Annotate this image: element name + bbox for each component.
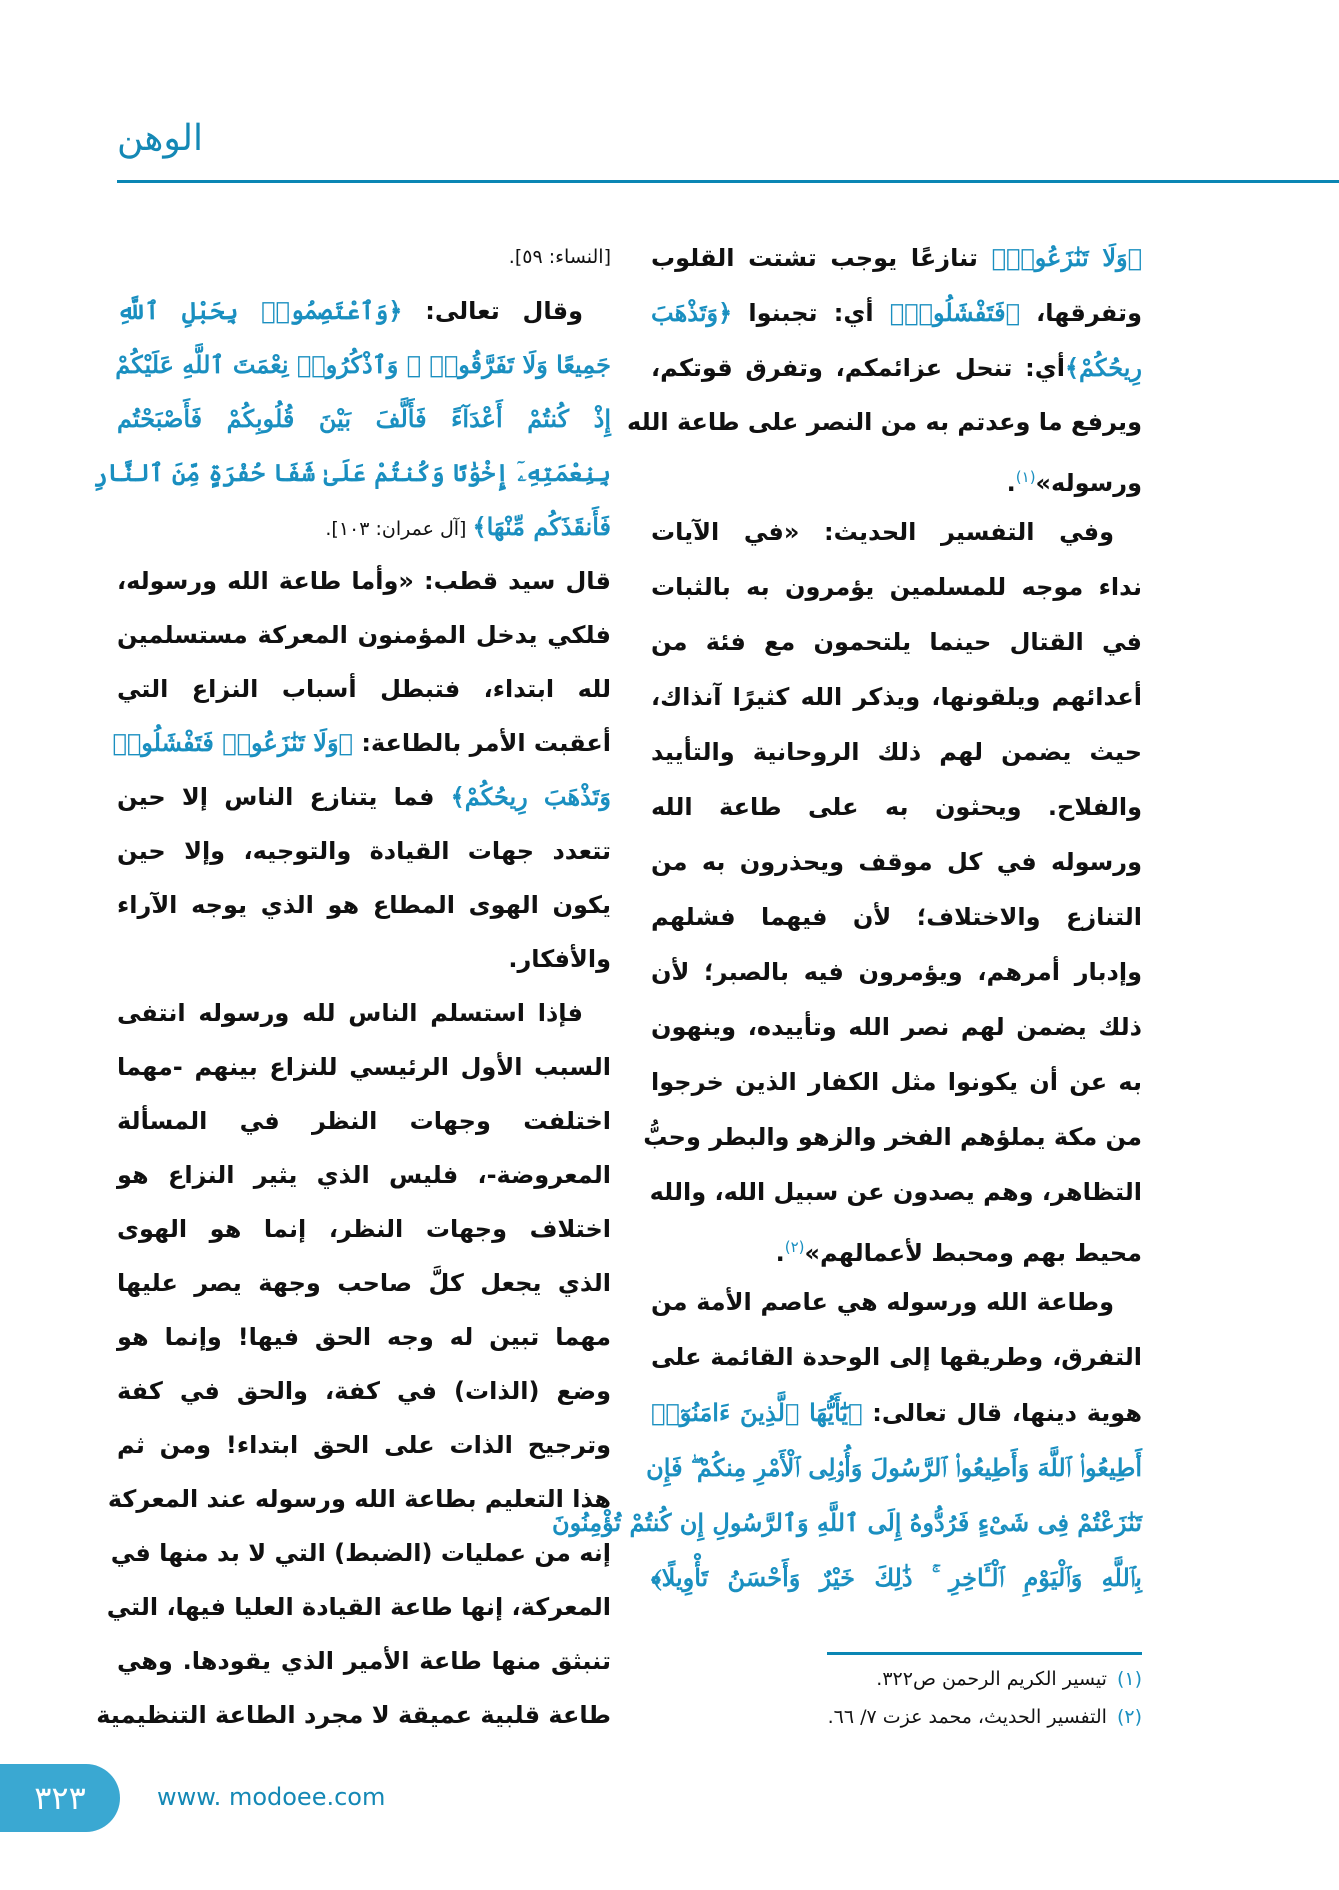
body-text: . — [775, 1239, 785, 1267]
text-line — [117, 1148, 611, 1202]
text-line — [117, 932, 611, 986]
text-line — [117, 1040, 611, 1094]
body-text: التنازع والاختلاف؛ لأن فيهما فشلهم — [651, 903, 1142, 931]
body-text: هوية دينها، قال تعالى: — [862, 1399, 1142, 1427]
text-line — [651, 945, 1142, 1000]
body-text: به عن أن يكونوا مثل الكفار الذين خرجوا — [651, 1068, 1142, 1096]
text-line — [117, 1418, 611, 1472]
body-text: حيث يضمن لهم ذلك الروحانية والتأييد — [651, 738, 1142, 766]
body-text: مهما تبين له وجه الحق فيها! وإنما هو — [117, 1323, 611, 1351]
footnote-ref[interactable]: (١) — [1015, 468, 1036, 486]
text-line — [117, 986, 611, 1040]
text-line — [117, 230, 611, 284]
body-text: وضع (الذات) في كفة، والحق في كفة — [117, 1377, 611, 1405]
body-text: تنازعًا يوجب تشتت القلوب — [651, 244, 992, 272]
text-line — [117, 284, 611, 338]
body-text: والفلاح. ويحثون به على طاعة الله — [651, 793, 1142, 821]
quran-verse: ﴿وَٱعْتَصِمُوا۟ بِحَبْلِ ٱللَّهِ — [117, 296, 403, 325]
header-divider — [117, 180, 1339, 183]
text-line — [651, 1000, 1142, 1055]
text-line — [117, 500, 611, 554]
text-line — [651, 1055, 1142, 1110]
body-text: تتعدد جهات القيادة والتوجيه، وإلا حين — [117, 837, 611, 865]
text-line — [117, 878, 611, 932]
body-text: وقال تعالى: — [402, 297, 583, 325]
body-text: والأفكار. — [508, 945, 611, 973]
page-number: ٣٢٣ — [0, 1764, 120, 1832]
body-text: في القتال حينما يلتحمون مع فئة من — [651, 628, 1142, 656]
text-line — [651, 560, 1142, 615]
verse-reference: [آل عمران: ١٠٣]. — [325, 518, 473, 540]
text-column-left — [93, 230, 612, 1742]
body-text: المعروضة-، فليس الذي يثير النزاع هو — [117, 1161, 611, 1189]
body-text: اختلفت وجهات النظر في المسألة — [117, 1107, 611, 1135]
body-text: قال سيد قطب: «وأما طاعة الله ورسوله، — [117, 567, 611, 595]
quran-verse: جَمِيعًا وَلَا تَفَرَّقُوا۟ ۚ وَٱذْكُرُوا۟ نِعْمَتَ ٱللَّهِ عَلَيْكُمْ — [115, 350, 611, 379]
text-line — [117, 1202, 611, 1256]
text-line — [117, 1634, 611, 1688]
body-text: وطاعة الله ورسوله هي عاصم الأمة من — [651, 1288, 1114, 1316]
body-text: أعقبت الأمر بالطاعة: — [352, 729, 611, 757]
text-line — [551, 1495, 1142, 1550]
text-line — [96, 1688, 611, 1742]
text-line — [651, 340, 1142, 395]
text-line — [651, 450, 1142, 505]
body-text: فما يتنازع الناس إلا حين — [117, 783, 451, 811]
text-line — [627, 395, 1142, 450]
quran-verse: ﴿يَٰٓأَيُّهَا ٱلَّذِينَ ءَامَنُوٓا۟ — [651, 1398, 863, 1427]
body-text: ويرفع ما وعدتم به من النصر على طاعة الله — [627, 408, 1142, 436]
text-line — [117, 1310, 611, 1364]
body-text: الذي يجعل كلَّ صاحب وجهة يصر عليها — [117, 1269, 611, 1297]
text-line — [117, 770, 611, 824]
body-text: ورسوله في كل موقف ويحذرون به من — [651, 848, 1142, 876]
website-link[interactable]: www. modoee.com — [157, 1783, 386, 1811]
body-text: السبب الأول الرئيسي للنزاع بينهم -مهما — [117, 1053, 611, 1081]
text-line — [651, 1220, 1142, 1275]
text-line — [651, 615, 1142, 670]
text-line — [117, 608, 611, 662]
quran-verse: وَتَذْهَبَ رِيحُكُمْ﴾ — [450, 782, 612, 811]
text-line — [117, 338, 611, 392]
footnote-number: (١) — [1116, 1668, 1142, 1690]
body-text: التفرق، وطريقها إلى الوحدة القائمة على — [651, 1343, 1142, 1371]
quran-verse: ﴿وَلَا تَنَٰزَعُوا۟ فَتَفْشَلُوا۟ — [112, 728, 353, 757]
text-line — [117, 392, 611, 446]
text-line — [651, 505, 1142, 560]
text-line — [651, 670, 1142, 725]
body-text: أعدائهم ويلقونها، ويذكر الله كثيرًا آنذاك، — [651, 683, 1142, 711]
body-text: لله ابتداء، فتبطل أسباب النزاع التي — [117, 675, 611, 703]
text-line — [117, 662, 611, 716]
text-line — [107, 1472, 611, 1526]
body-text: هذا التعليم بطاعة الله ورسوله عند المعركة — [107, 1485, 611, 1513]
text-line — [651, 835, 1142, 890]
text-line — [110, 1526, 611, 1580]
text-line — [106, 1580, 611, 1634]
text-line — [93, 446, 611, 500]
quran-verse: بِٱللَّهِ وَٱلْيَوْمِ ٱلْـَٔاخِرِ ۚ ذَٰلِكَ خَيْرٌ وَأَحْسَنُ تَأْوِيلًا﴾ — [651, 1563, 1142, 1592]
text-line — [117, 1256, 611, 1310]
body-text: [النساء: ٥٩]. — [508, 246, 611, 268]
footnote-divider — [827, 1652, 1142, 1655]
body-text: أي: تجبنوا — [732, 299, 890, 327]
body-text: تنبثق منها طاعة الأمير الذي يقودها. وهي — [117, 1647, 611, 1675]
text-line — [117, 554, 611, 608]
body-text: وإدبار أمرهم، ويؤمرون فيه بالصبر؛ لأن — [651, 958, 1142, 986]
text-line — [112, 716, 611, 770]
body-text: ورسوله» — [1035, 469, 1142, 497]
quran-verse: إِذْ كُنتُمْ أَعْدَآءً فَأَلَّفَ بَيْنَ قُلُوبِكُمْ فَأَصْبَحْتُم — [117, 404, 611, 433]
body-text: التظاهر، وهم يصدون عن سبيل الله، والله — [649, 1178, 1142, 1206]
footnote-text: تيسير الكريم الرحمن ص٣٢٢. — [876, 1668, 1107, 1690]
quran-verse: ﴿وَتَذْهَبَ — [651, 298, 733, 327]
text-line — [651, 1330, 1142, 1385]
body-text: اختلاف وجهات النظر، إنما هو الهوى — [117, 1215, 611, 1243]
quran-verse: تَنَٰزَعْتُمْ فِى شَىْءٍ فَرُدُّوهُ إِلَى ٱللَّهِ وَٱلرَّسُولِ إِن كُنتُمْ تُؤْمِنُونَ — [551, 1508, 1142, 1537]
text-line — [117, 1364, 611, 1418]
body-text: ذلك يضمن لهم نصر الله وتأييده، وينهون — [651, 1013, 1142, 1041]
text-line — [651, 890, 1142, 945]
quran-verse: ﴿فَتَفْشَلُوا۟﴾ — [889, 298, 1020, 327]
text-line — [117, 1094, 611, 1148]
body-text: أي: تنحل عزائمكم، وتفرق قوتكم، — [651, 354, 1065, 382]
body-text: فلكي يدخل المؤمنون المعركة مستسلمين — [117, 621, 611, 649]
quran-verse: ﴿وَلَا تَنَٰزَعُوا۟﴾ — [991, 243, 1142, 272]
body-text: . — [1006, 469, 1016, 497]
text-line — [117, 824, 611, 878]
body-text: إنه من عمليات (الضبط) التي لا بد منها في — [110, 1539, 611, 1567]
text-line — [651, 230, 1142, 285]
body-text: يكون الهوى المطاع هو الذي يوجه الآراء — [117, 891, 611, 919]
text-line — [651, 1275, 1142, 1330]
body-text: محيط بهم ومحبط لأعمالهم» — [804, 1239, 1142, 1267]
body-text: طاعة قلبية عميقة لا مجرد الطاعة التنظيمية — [96, 1701, 611, 1729]
quran-verse: فَأَنقَذَكُم مِّنْهَا﴾ — [472, 512, 611, 541]
footnote-ref[interactable]: (٢) — [784, 1238, 805, 1256]
body-text: من مكة يملؤهم الفخر والزهو والبطر وحبُّ — [643, 1123, 1142, 1151]
quran-verse: بِنِعْمَتِهِۦٓ إِخْوَٰنًا وَكُنتُمْ عَلَىٰ شَفَا حُفْرَةٍ مِّنَ ٱلنَّارِ — [93, 458, 611, 487]
footnote-text: التفسير الحديث، محمد عزت ٧/ ٦٦. — [827, 1706, 1107, 1728]
body-text: وفي التفسير الحديث: «في الآيات — [651, 518, 1114, 546]
footnote-1 — [876, 1668, 1142, 1690]
footnote-number: (٢) — [1116, 1706, 1142, 1728]
quran-verse: رِيحُكُمْ﴾ — [1064, 353, 1142, 382]
text-line — [651, 285, 1142, 340]
text-line — [651, 725, 1142, 780]
body-text: نداء موجه للمسلمين يؤمرون به بالثبات — [651, 573, 1142, 601]
text-line — [643, 1110, 1142, 1165]
text-line — [651, 1550, 1142, 1605]
body-text: وتفرقها، — [1019, 299, 1142, 327]
text-line — [651, 1385, 1142, 1440]
text-line — [651, 1165, 1142, 1220]
text-line — [646, 1440, 1142, 1495]
chapter-title: الوهن — [117, 118, 203, 159]
body-text: المعركة، إنها طاعة القيادة العليا فيها، التي — [106, 1593, 611, 1621]
text-line — [651, 780, 1142, 835]
quran-verse: أَطِيعُوا۟ ٱللَّهَ وَأَطِيعُوا۟ ٱلرَّسُولَ وَأُو۟لِى ٱلْأَمْرِ مِنكُمْ ۖ فَإِن — [646, 1453, 1142, 1482]
body-text: فإذا استسلم الناس لله ورسوله انتفى — [117, 999, 583, 1027]
footnote-2 — [828, 1706, 1142, 1728]
body-text: وترجيح الذات على الحق ابتداء! ومن ثم — [117, 1431, 611, 1459]
